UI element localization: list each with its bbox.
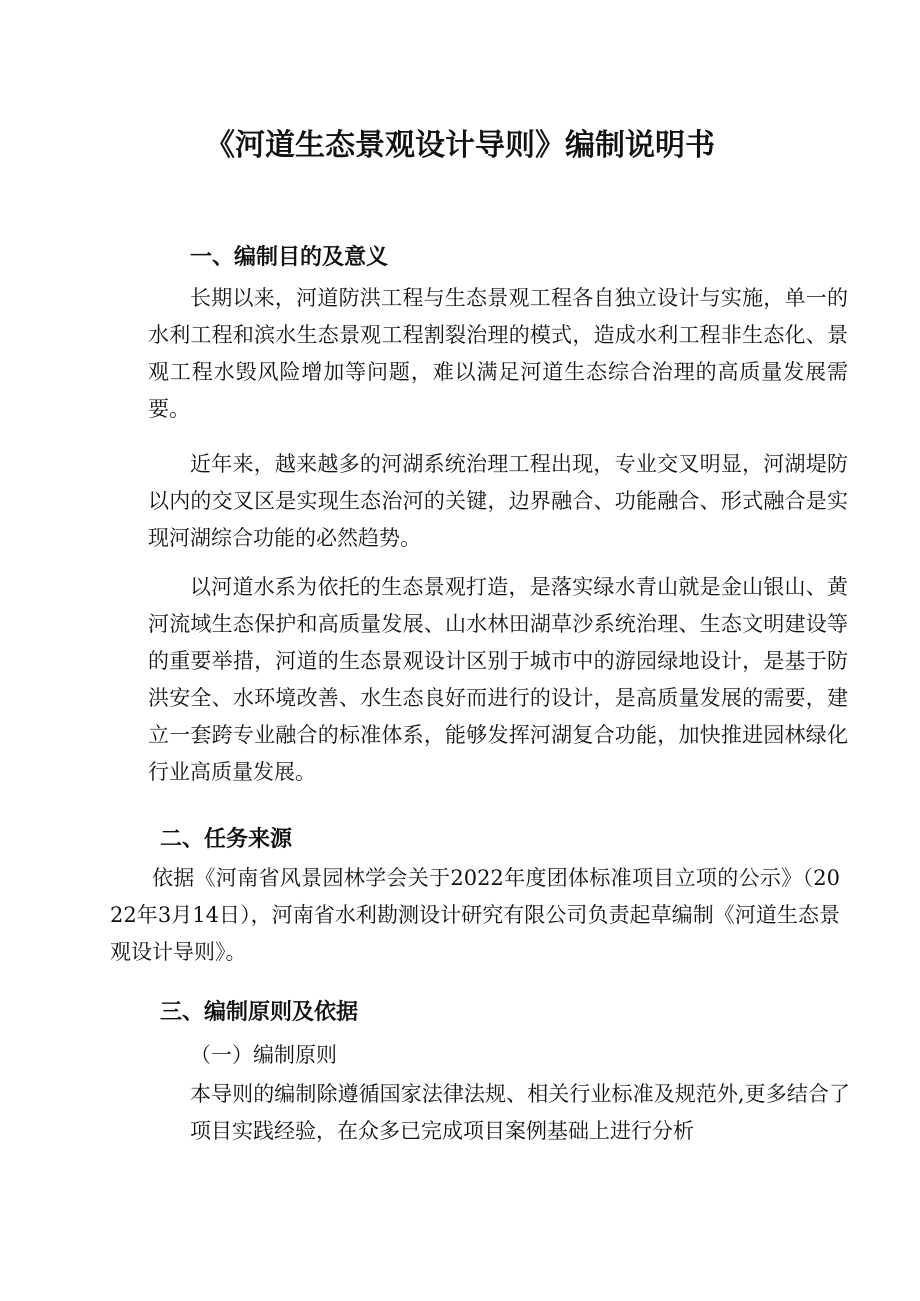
section-heading-purpose: 一、编制目的及意义 [190, 245, 389, 270]
paragraph: 本导则的编制除遵循国家法律法规、相关行业标准及规范外,更多结合了项目实践经验，在众多已完成项目案例基础上进行分析 [190, 1082, 850, 1143]
paragraph: 近年来，越来越多的河湖系统治理工程出现，专业交叉明显，河湖堤防以内的交叉区是实现生态治河的关键，边界融合、功能融合、形式融合是实现河湖综合功能的必然趋势。 [148, 452, 848, 550]
section-heading-principles: 三、编制原则及依据 [160, 1000, 359, 1025]
subsection-heading: （一）编制原则 [190, 1043, 337, 1067]
document-title: 《河道生态景观设计导则》编制说明书 [205, 128, 715, 163]
paragraph: 长期以来，河道防洪工程与生态景观工程各自独立设计与实施，单一的水利工程和滨水生态景观工程割裂治理的模式，造成水利工程非生态化、景观工程水毁风险增加等问题，难以满足河道生态综合治理的高质量发展需要。 [148, 286, 848, 421]
section-heading-task-source: 二、任务来源 [160, 827, 293, 852]
paragraph: 以河道水系为依托的生态景观打造，是落实绿水青山就是金山银山、黄河流域生态保护和高质量发展、山水林田湖草沙系统治理、生态文明建设等的重要举措，河道的生态景观设计区别于城市中的游园绿地设计，是基于防洪安全、水环境改善、水生态良好而进行的设计，是高质量发展的需要，建立一套跨专业融合的标准体系，能够发挥河湖复合功能，加快推进园林绿化行业高质量发展。 [148, 575, 848, 784]
paragraph: 依据《河南省风景园林学会关于2022年度团体标准项目立项的公示》（2022年3月14日），河南省水利勘测设计研究有限公司负责起草编制《河道生态景观设计导则》。 [110, 866, 840, 964]
